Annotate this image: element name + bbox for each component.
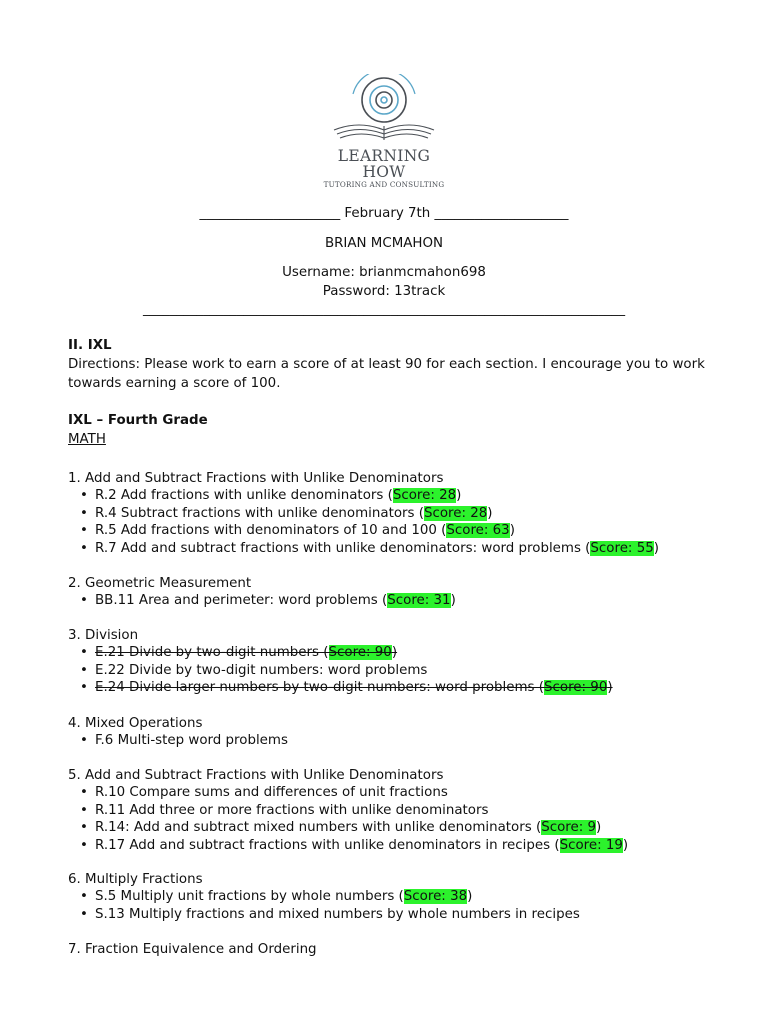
group-title: 1. Add and Subtract Fractions with Unlike Denominators — [68, 471, 444, 486]
date-line — [0, 206, 768, 221]
skill-item — [80, 907, 580, 922]
score-badge: Score: 28 — [392, 488, 457, 504]
subject-heading: MATH — [68, 432, 106, 447]
bullet-icon: • — [80, 645, 88, 661]
horizontal-rule: ________________________________________________________________________ — [142, 302, 626, 317]
skill-text: R.11 Add three or more fractions with unlike denominators — [95, 802, 489, 818]
skill-text: R.2 Add fractions with unlike denominators ( — [95, 488, 393, 504]
skill-item-content — [95, 785, 448, 800]
close-paren: ) — [596, 820, 602, 836]
skill-item-content — [95, 889, 472, 904]
logo-rings-book-icon — [329, 74, 439, 146]
bullet-icon: • — [80, 680, 88, 696]
skill-item — [80, 889, 472, 904]
skill-item-content — [95, 663, 427, 678]
bullet-icon: • — [80, 593, 88, 609]
score-badge: Score: 38 — [403, 889, 468, 905]
skill-text: E.22 Divide by two-digit numbers: word problems — [95, 662, 428, 678]
bullet-icon: • — [80, 662, 88, 678]
skill-item-content — [95, 733, 288, 748]
logo-tagline-text: TUTORING AND CONSULTING — [323, 180, 445, 189]
date-text: February 7th — [344, 206, 431, 221]
skill-item — [80, 541, 659, 556]
skill-text: R.4 Subtract fractions with unlike denominators ( — [95, 505, 424, 521]
date-line-right: ____________________ — [434, 206, 569, 221]
close-paren: ) — [450, 593, 456, 609]
bullet-icon: • — [80, 802, 88, 818]
skill-item — [80, 506, 493, 521]
group-title: 6. Multiply Fractions — [68, 872, 203, 887]
skill-item-content — [95, 820, 601, 835]
skill-text: E.24 Divide larger numbers by two-digit numbers: word problems ( — [95, 680, 545, 696]
score-badge: Score: 31 — [387, 593, 451, 609]
skill-item-content — [95, 523, 515, 538]
skill-text: F.6 Multi-step word problems — [95, 733, 288, 749]
skill-text: S.5 Multiply unit fractions by whole numbers ( — [95, 889, 404, 905]
group-title: 7. Fraction Equivalence and Ordering — [68, 942, 317, 957]
bullet-icon: • — [80, 523, 88, 539]
bullet-icon: • — [80, 785, 88, 801]
skill-item-content — [95, 907, 580, 922]
score-badge: Score: 55 — [590, 540, 654, 556]
skill-item-content — [95, 488, 461, 503]
skill-item — [80, 645, 397, 660]
skill-text: R.10 Compare sums and differences of unit fractions — [95, 785, 448, 801]
skill-item — [80, 803, 488, 818]
skill-item — [80, 785, 448, 800]
skill-text: R.14: Add and subtract mixed numbers with unlike denominators ( — [95, 820, 542, 836]
skill-item — [80, 523, 515, 538]
bullet-icon: • — [80, 906, 88, 922]
skill-text: R.7 Add and subtract fractions with unlike denominators: word problems ( — [95, 540, 591, 556]
bullet-icon: • — [80, 540, 88, 556]
skill-text: S.13 Multiply fractions and mixed numbers by whole numbers in recipes — [95, 906, 580, 922]
skill-text: BB.11 Area and perimeter: word problems ( — [95, 593, 388, 609]
skill-item — [80, 733, 288, 748]
logo-brand-text: LEARNING HOW — [337, 147, 431, 181]
skill-item-content — [95, 593, 456, 608]
group-title: 4. Mixed Operations — [68, 716, 203, 731]
close-paren: ) — [509, 523, 515, 539]
bullet-icon: • — [80, 733, 88, 749]
group-title: 3. Division — [68, 628, 139, 643]
close-paren: ) — [622, 837, 629, 853]
skill-item-content — [95, 680, 613, 695]
score-badge: Score: 28 — [423, 505, 488, 521]
date-line-left: _____________________ — [199, 206, 341, 221]
bullet-icon: • — [80, 889, 88, 905]
score-badge: Score: 19 — [559, 837, 623, 853]
skill-item-content — [95, 506, 493, 521]
skill-text: R.5 Add fractions with denominators of 10 and 100 ( — [95, 523, 447, 539]
close-paren: ) — [607, 680, 613, 696]
skill-item — [80, 838, 628, 853]
group-title: 5. Add and Subtract Fractions with Unlike Denominators — [68, 768, 444, 783]
grade-heading: IXL – Fourth Grade — [68, 413, 208, 428]
close-paren: ) — [487, 505, 493, 521]
skill-item — [80, 680, 613, 695]
score-badge: Score: 90 — [544, 680, 608, 696]
bullet-icon: • — [80, 505, 88, 521]
close-paren: ) — [467, 889, 473, 905]
username-line: Username: brianmcmahon698 — [282, 265, 486, 280]
close-paren: ) — [391, 645, 398, 661]
skill-item — [80, 820, 601, 835]
section-heading: II. IXL — [68, 338, 112, 353]
skill-item-content — [95, 541, 659, 556]
learning-how-logo — [314, 74, 454, 189]
score-badge: Score: 63 — [446, 523, 510, 539]
student-name: BRIAN MCMAHON — [324, 236, 444, 251]
skill-item — [80, 488, 461, 503]
score-badge: Score: 9 — [541, 820, 597, 836]
skill-item-content — [95, 838, 628, 853]
skill-text: R.17 Add and subtract fractions with unlike denominators in recipes ( — [95, 837, 560, 853]
password-line: Password: 13track — [322, 284, 446, 299]
skill-item — [80, 593, 456, 608]
directions-line-1: Directions: Please work to earn a score of at least 90 for each section. I encourage you to work — [68, 357, 705, 372]
skill-item-content — [95, 645, 397, 660]
skill-item-content — [95, 803, 488, 818]
bullet-icon: • — [80, 488, 88, 504]
skill-item — [80, 663, 427, 678]
directions-line-2: towards earning a score of 100. — [68, 376, 281, 391]
score-badge: Score: 90 — [328, 645, 392, 661]
skill-text: E.21 Divide by two-digit numbers ( — [95, 645, 329, 661]
bullet-icon: • — [80, 820, 88, 836]
bullet-icon: • — [80, 837, 88, 853]
close-paren: ) — [653, 540, 659, 556]
close-paren: ) — [456, 488, 462, 504]
group-title: 2. Geometric Measurement — [68, 576, 252, 591]
